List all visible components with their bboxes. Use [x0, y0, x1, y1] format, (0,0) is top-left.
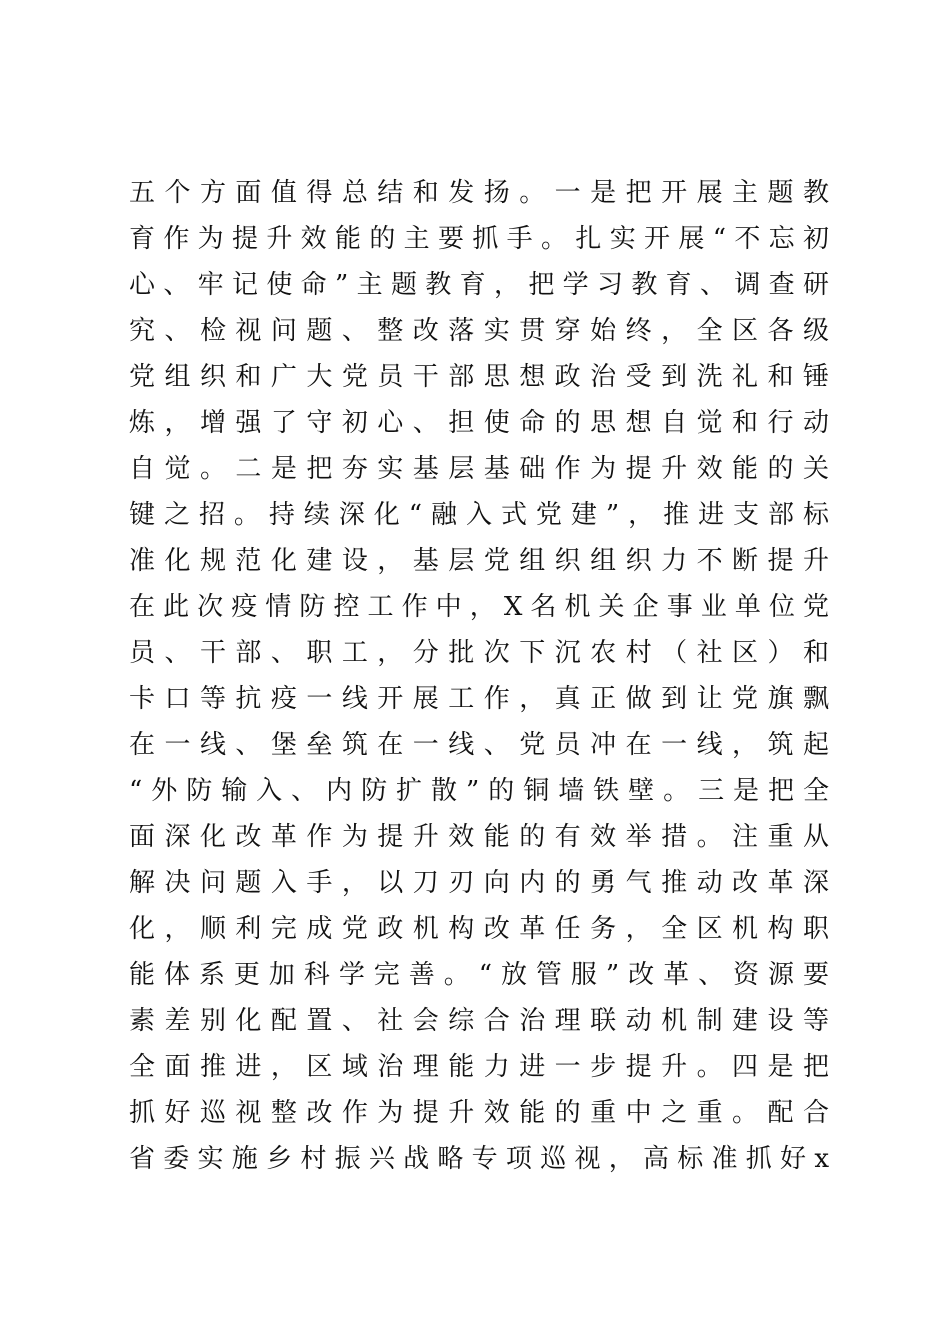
text-line: 全面推进，区域治理能力进一步提升。四是把 [129, 1052, 829, 1082]
text-line: 素差别化配置、社会综合治理联动机制建设等 [129, 1006, 829, 1036]
text-line: 抓好巡视整改作为提升效能的重中之重。配合 [129, 1098, 829, 1128]
text-line: 炼，增强了守初心、担使命的思想自觉和行动 [129, 408, 829, 438]
text-line: 究、检视问题、整改落实贯穿始终，全区各级 [129, 316, 829, 346]
text-line: 五个方面值得总结和发扬。一是把开展主题教 [129, 178, 829, 208]
body-text [129, 170, 829, 1182]
text-line: 卡口等抗疫一线开展工作，真正做到让党旗飘 [129, 684, 829, 714]
text-line: 化，顺利完成党政机构改革任务，全区机构职 [129, 914, 829, 944]
text-line: 自觉。二是把夯实基层基础作为提升效能的关 [129, 454, 829, 484]
text-line: 面深化改革作为提升效能的有效举措。注重从 [129, 822, 829, 852]
text-line: 育作为提升效能的主要抓手。扎实开展“不忘初 [129, 224, 829, 254]
text-line: 员、干部、职工，分批次下沉农村（社区）和 [129, 638, 829, 668]
text-line: 解决问题入手，以刀刃向内的勇气推动改革深 [129, 868, 829, 898]
text-line: 省委实施乡村振兴战略专项巡视，高标准抓好x [129, 1144, 829, 1174]
text-line: “外防输入、内防扩散”的铜墙铁壁。三是把全 [129, 776, 829, 806]
text-line: 准化规范化建设，基层党组织组织力不断提升 [129, 546, 829, 576]
text-line: 在此次疫情防控工作中，X名机关企事业单位党 [129, 592, 829, 622]
text-line: 心、牢记使命”主题教育，把学习教育、调查研 [129, 270, 829, 300]
text-line: 党组织和广大党员干部思想政治受到洗礼和锤 [129, 362, 829, 392]
text-line: 键之招。持续深化“融入式党建”，推进支部标 [129, 500, 829, 530]
text-line: 在一线、堡垒筑在一线、党员冲在一线，筑起 [129, 730, 829, 760]
text-line: 能体系更加科学完善。“放管服”改革、资源要 [129, 960, 829, 990]
